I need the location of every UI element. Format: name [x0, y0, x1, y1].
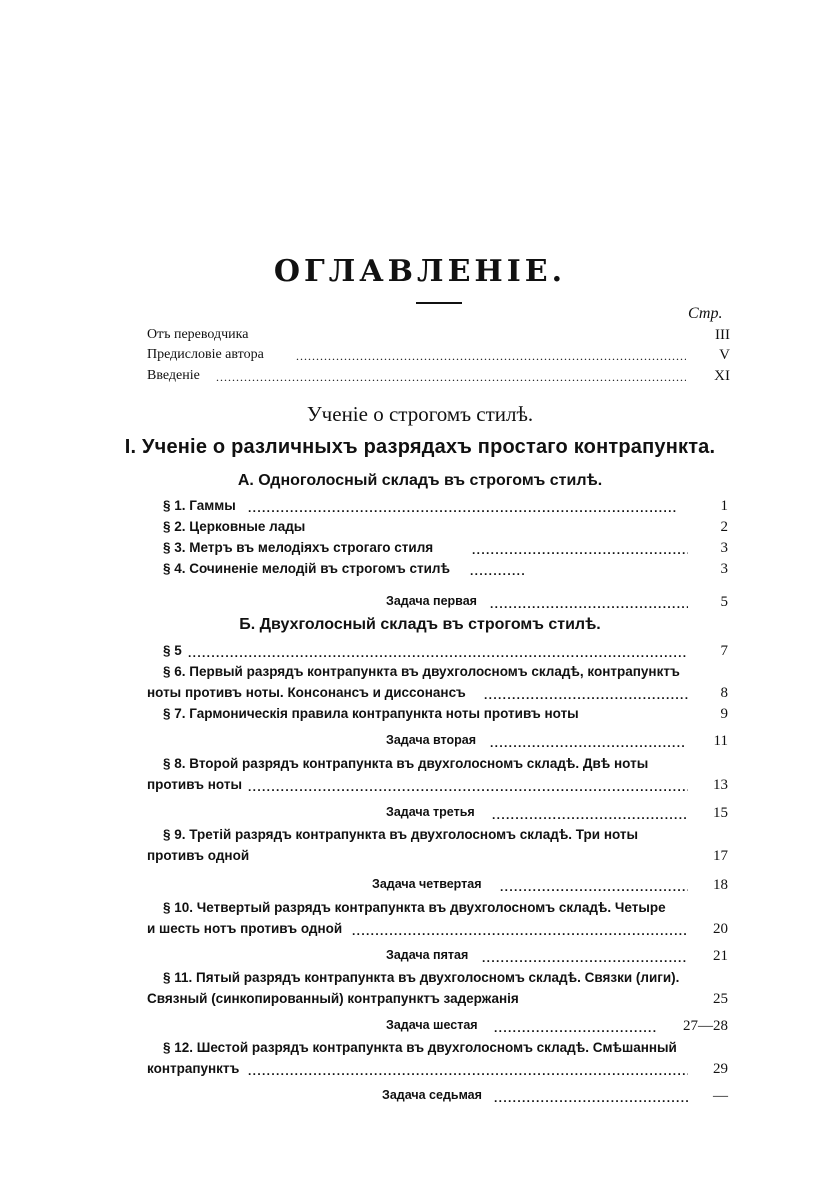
toc-entry-label: § 7. Гармоническія правила контрапункта ноты противъ ноты — [163, 706, 579, 721]
toc-entry-line: § 8. Второй разрядъ контрапункта въ двухголосномъ складѣ. Двѣ ноты — [163, 756, 649, 771]
toc-entry-line: и шесть нотъ противъ одной — [147, 921, 343, 936]
toc-entry-label: Предисловіе автора — [147, 347, 264, 362]
toc-entry-page: XI — [714, 368, 730, 384]
toc-entry-introduction[interactable] — [0, 368, 840, 390]
toc-entry-task-1[interactable] — [0, 594, 840, 616]
toc-entry-label: Задача вторая — [386, 733, 477, 747]
toc-entry-para-5[interactable] — [0, 643, 840, 665]
toc-entry-page: 5 — [720, 594, 728, 610]
toc-entry-line: § 12. Шестой разрядъ контрапункта въ двухголосномъ складѣ. Смѣшанный — [163, 1040, 677, 1055]
leader-dots — [216, 370, 686, 388]
toc-entry-page: 3 — [720, 540, 728, 556]
toc-entry-page: 13 — [713, 777, 728, 793]
toc-entry-label: Отъ переводчика — [147, 327, 249, 342]
toc-entry-para-12[interactable] — [0, 1040, 840, 1084]
toc-entry-para-10[interactable] — [0, 900, 840, 944]
toc-entry-page: III — [715, 327, 730, 343]
toc-entry-label: § 2. Церковные лады — [163, 519, 306, 534]
leader-dots — [500, 879, 688, 897]
toc-entry-line: § 9. Третій разрядъ контрапункта въ двухголосномъ складѣ. Три ноты — [163, 827, 639, 842]
toc-entry-line: контрапунктъ — [147, 1061, 240, 1076]
toc-entry-label: § 3. Метръ въ мелодіяхъ строгаго стиля — [163, 540, 434, 555]
leader-dots — [494, 1020, 658, 1038]
leader-dots — [484, 687, 688, 705]
toc-entry-page: 15 — [713, 805, 728, 821]
toc-entry-line: Связный (синкопированный) контрапунктъ задержанія — [147, 991, 519, 1006]
leader-dots — [296, 349, 686, 367]
leader-dots — [352, 923, 686, 941]
toc-entry-page: 25 — [713, 991, 728, 1007]
leader-dots — [248, 1063, 688, 1081]
toc-entry-page: 27—28 — [683, 1018, 728, 1034]
toc-entry-line: противъ ноты — [147, 777, 242, 792]
toc-entry-para-6[interactable] — [0, 664, 840, 708]
subsection-heading-a: А. Одноголосный складъ въ строгомъ стилѣ. — [237, 472, 603, 489]
leader-dots — [490, 735, 686, 753]
toc-entry-para-2[interactable] — [0, 519, 840, 541]
toc-entry-page: 8 — [720, 685, 728, 701]
toc-entry-task-7[interactable] — [0, 1088, 840, 1110]
toc-entry-line: противъ одной — [147, 848, 250, 863]
toc-entry-line: § 10. Четвертый разрядъ контрапункта въ двухголосномъ складѣ. Четыре — [163, 900, 666, 915]
toc-entry-label: Задача первая — [386, 594, 477, 608]
leader-dots — [248, 779, 688, 797]
page-column-label: Стр. — [688, 305, 723, 322]
toc-entry-label: Задача шестая — [386, 1018, 478, 1032]
toc-entry-para-4[interactable] — [0, 561, 840, 583]
leader-dots — [188, 645, 688, 663]
toc-entry-para-3[interactable] — [0, 540, 840, 562]
toc-entry-page: 29 — [713, 1061, 728, 1077]
part-heading: Ученіе о строгомъ стилѣ. — [306, 402, 534, 426]
toc-entry-page: 3 — [720, 561, 728, 577]
page-title: ОГЛАВЛЕНІЕ. — [273, 254, 567, 289]
toc-entry-task-3[interactable] — [0, 805, 840, 827]
toc-entry-para-1[interactable] — [0, 498, 840, 520]
toc-entry-label: § 1. Гаммы — [163, 498, 236, 513]
toc-entry-task-2[interactable] — [0, 733, 840, 755]
toc-entry-label: § 4. Сочиненіе мелодій въ строгомъ стилѣ — [163, 561, 450, 576]
toc-entry-task-4[interactable] — [0, 877, 840, 899]
leader-dots — [494, 1090, 688, 1108]
toc-entry-translator[interactable] — [0, 327, 840, 349]
toc-entry-page: — — [713, 1088, 728, 1104]
toc-entry-label: § 5 — [163, 643, 182, 658]
toc-entry-page: 9 — [720, 706, 728, 722]
leader-dots — [492, 807, 688, 825]
toc-entry-para-8[interactable] — [0, 756, 840, 800]
toc-entry-page: 7 — [720, 643, 728, 659]
toc-entry-para-9[interactable] — [0, 827, 840, 871]
toc-entry-page: 2 — [720, 519, 728, 535]
toc-entry-page: 11 — [713, 733, 728, 749]
subsection-heading-b: Б. Двухголосный складъ въ строгомъ стилѣ. — [239, 616, 601, 633]
toc-entry-page: 18 — [713, 877, 728, 893]
toc-entry-page: 21 — [713, 948, 728, 964]
toc-entry-label: Задача третья — [386, 805, 475, 819]
toc-entry-line: § 6. Первый разрядъ контрапункта въ двухголосномъ складѣ, контрапунктъ — [163, 664, 680, 679]
toc-entry-para-7[interactable] — [0, 706, 840, 728]
toc-entry-page: 17 — [713, 848, 728, 864]
toc-entry-label: Задача пятая — [386, 948, 469, 962]
leader-dots — [490, 596, 688, 614]
leader-dots — [482, 950, 688, 968]
leader-dots — [472, 542, 688, 560]
toc-entry-page: 20 — [713, 921, 728, 937]
toc-entry-para-11[interactable] — [0, 970, 840, 1014]
section-heading: I. Ученіе о различныхъ разрядахъ простаго контрапункта. — [124, 436, 716, 458]
toc-entry-task-5[interactable] — [0, 948, 840, 970]
leader-dots — [248, 500, 678, 518]
toc-entry-line: ноты противъ ноты. Консонансъ и диссонансъ — [147, 685, 466, 700]
toc-entry-label: Введеніе — [147, 368, 200, 383]
toc-entry-page: 1 — [720, 498, 728, 514]
toc-entry-line: § 11. Пятый разрядъ контрапункта въ двухголосномъ складѣ. Связки (лиги). — [163, 970, 680, 985]
toc-entry-label: Задача седьмая — [382, 1088, 482, 1102]
toc-entry-preface[interactable] — [0, 347, 840, 369]
toc-entry-task-6[interactable] — [0, 1018, 840, 1040]
toc-entry-page: V — [719, 347, 730, 363]
toc-entry-label: Задача четвертая — [372, 877, 482, 891]
leader-dots — [470, 563, 525, 581]
title-underline — [416, 302, 462, 304]
